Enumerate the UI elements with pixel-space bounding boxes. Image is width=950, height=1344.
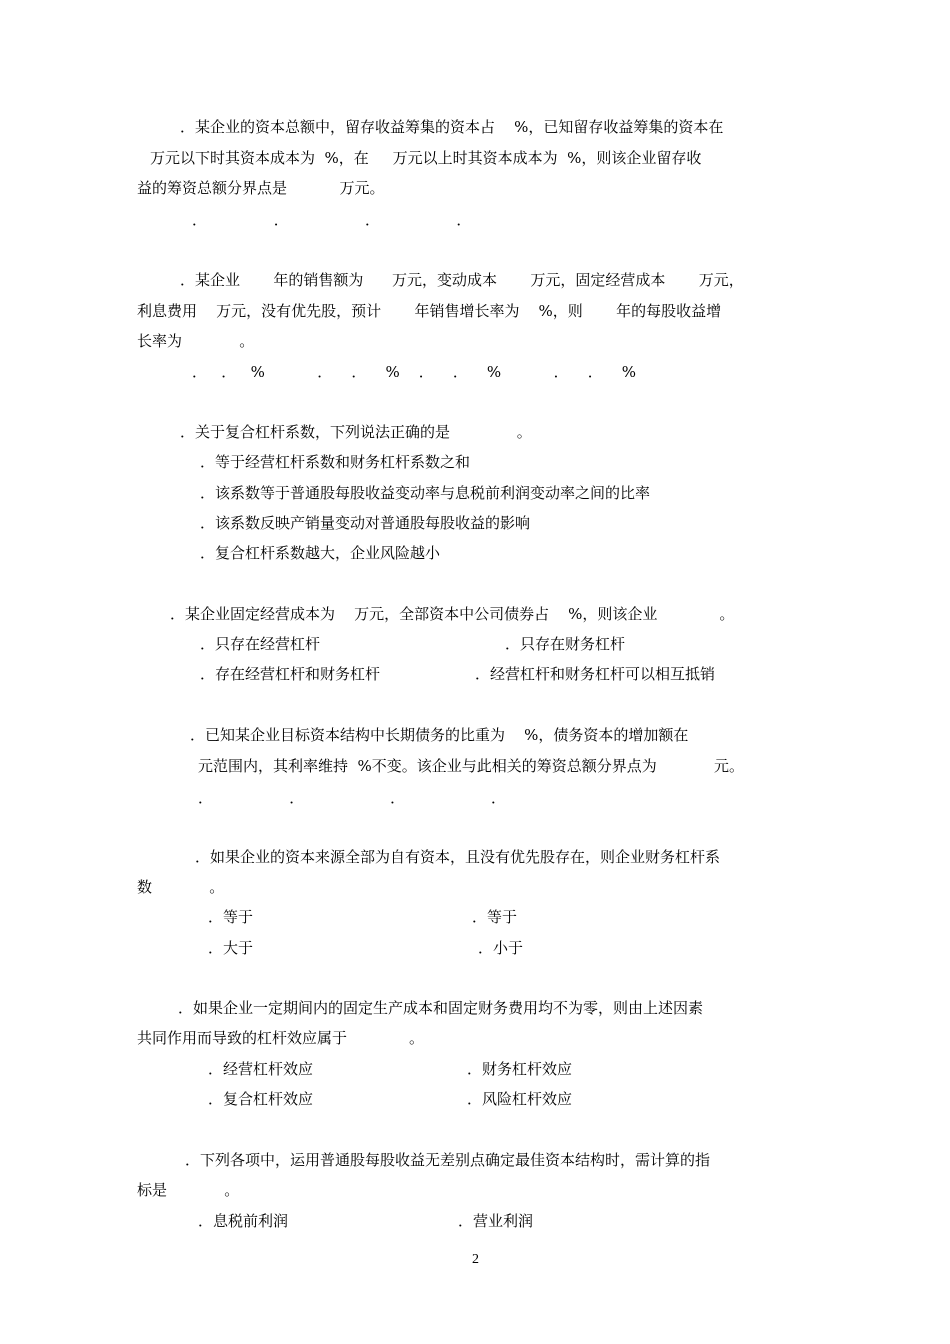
question-4-line-1: ．某企业固定经营成本为 万元，全部资本中公司债券占 %，则该企业 。: [170, 605, 735, 623]
question-1-line-1: ．某企业的资本总额中，留存收益筹集的资本占 %，已知留存收益筹集的资本在: [180, 118, 724, 136]
question-4-option-b: ．只存在财务杠杆: [505, 635, 626, 653]
question-3-option-c: ．该系数反映产销量变动对普通股每股收益的影响: [200, 514, 531, 532]
question-5-options: ． ． ． ．: [198, 789, 506, 807]
question-4-option-c: ．存在经营杠杆和财务杠杆: [200, 665, 381, 683]
question-7-option-a: ．经营杠杆效应: [208, 1060, 314, 1078]
question-8-line-2: 标是 。: [137, 1181, 240, 1199]
question-2-line-3: 长率为 。: [137, 332, 255, 350]
question-6-line-2: 数 。: [137, 878, 225, 896]
question-4-option-a: ．只存在经营杠杆: [200, 635, 321, 653]
question-1-options: ． ． ． ．: [192, 211, 472, 229]
question-2-line-1: ．某企业 年的销售额为 万元，变动成本 万元，固定经营成本 万元，: [180, 271, 744, 289]
question-6-line-1: ．如果企业的资本来源全部为自有资本，且没有优先股存在，则企业财务杠杆系: [195, 848, 721, 866]
question-7-option-c: ．复合杠杆效应: [208, 1090, 314, 1108]
question-8-option-b: ．营业利润: [458, 1212, 534, 1230]
question-2-line-2: 利息费用 万元，没有优先股，预计 年销售增长率为 %，则 年的每股收益增: [137, 302, 722, 320]
question-4-option-d: ．经营杠杆和财务杠杆可以相互抵销: [475, 665, 716, 683]
question-3-line-1: ．关于复合杠杆系数，下列说法正确的是 。: [180, 423, 532, 441]
question-7-option-d: ．风险杠杆效应: [467, 1090, 573, 1108]
question-1-line-3: 益的筹资总额分界点是 万元。: [137, 179, 385, 197]
question-6-option-d: ．小于: [478, 939, 524, 957]
question-3-option-a: ．等于经营杠杆系数和财务杠杆系数之和: [200, 453, 471, 471]
question-7-line-2: 共同作用而导致的杠杆效应属于 。: [137, 1029, 424, 1047]
question-5-line-1: ．已知某企业目标资本结构中长期债务的比重为 %，债务资本的增加额在: [190, 726, 689, 744]
question-7-line-1: ．如果企业一定期间内的固定生产成本和固定财务费用均不为零，则由上述因素: [178, 999, 704, 1017]
question-3-option-d: ．复合杠杆系数越大，企业风险越小: [200, 544, 441, 562]
question-6-option-a: ．等于: [208, 908, 254, 926]
question-6-option-b: ．等于: [472, 908, 518, 926]
question-8-line-1: ．下列各项中，运用普通股每股收益无差别点确定最佳资本结构时，需计算的指: [185, 1151, 711, 1169]
question-1-line-2: 万元以下时其资本成本为 %，在 万元以上时其资本成本为 %，则该企业留存收: [150, 149, 702, 167]
question-3-option-b: ．该系数等于普通股每股收益变动率与息税前利润变动率之间的比率: [200, 484, 651, 502]
question-2-options: ． ． % ． ． % ． ． % ． ． %: [192, 363, 637, 381]
question-6-option-c: ．大于: [208, 939, 254, 957]
page-number: 2: [472, 1252, 479, 1267]
question-5-line-2: 元范围内，其利率维持 %不变。该企业与此相关的筹资总额分界点为 元。: [198, 757, 745, 775]
question-7-option-b: ．财务杠杆效应: [467, 1060, 573, 1078]
question-8-option-a: ．息税前利润: [198, 1212, 289, 1230]
